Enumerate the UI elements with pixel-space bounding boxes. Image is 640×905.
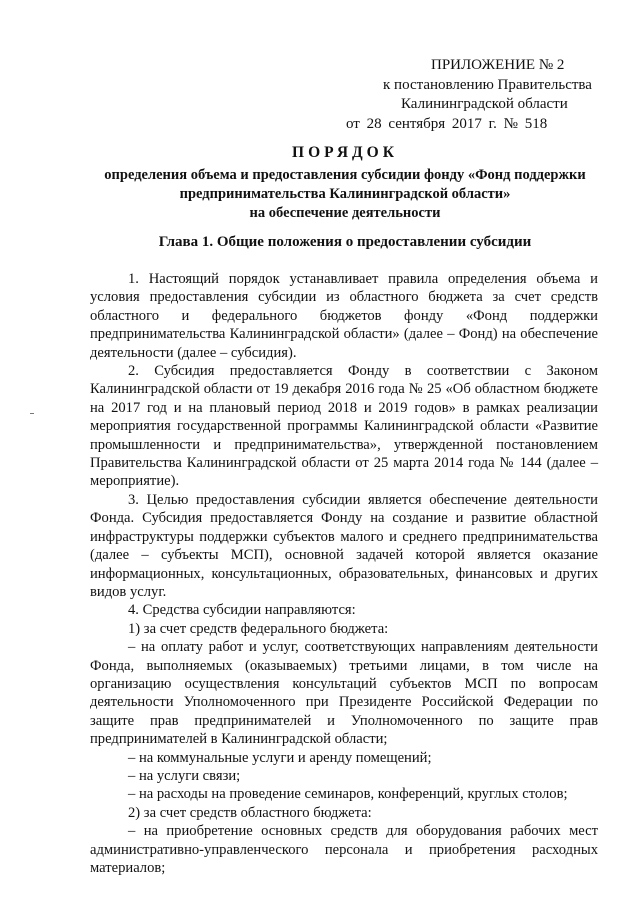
document-body: [90, 270, 598, 877]
paragraph: 1. Настоящий порядок устанавливает правила определения объема и условия предоставления субсидии из областного бюджета за счет средств областного и федерального бюджетов фонду «Фонд поддержки предпринимательства Калининградской области» (далее – Фонд) на обеспечение деятельности (далее – субсидия).: [90, 271, 598, 361]
appendix-date-number: от 28 сентября 2017 г. № 518: [346, 115, 548, 132]
paragraph: 2. Субсидия предоставляется Фонду в соответствии с Законом Калининградской области от 19 декабря 2016 года № 25 «Об областном бюджете на 2017 год и на плановый период 2018 и 2019 годов» в рамках реализации мероприятия государственной программы Калининградской области «Развитие промышленности и предпринимательства», утвержденной постановлением Правительства Калининградской области от 25 марта 2014 года № 144 (далее – мероприятие).: [90, 363, 598, 490]
paragraph: 1) за счет средств федерального бюджета:: [128, 620, 389, 637]
scan-margin-mark: [30, 413, 34, 414]
paragraph: 2) за счет средств областного бюджета:: [128, 804, 372, 821]
paragraph: 3. Целью предоставления субсидии является обеспечение деятельности Фонда. Субсидия предоставляется Фонду на создание и развитие областной инфраструктуры поддержки субъектов малого и среднего предпринимательства (далее – субъекты МСП), основной задачей которой является оказание информационных, консультационных, образовательных, финансовых и других видов услуг.: [90, 491, 598, 600]
document-subtitle: [90, 166, 600, 223]
document-title: ПОРЯДОК: [292, 144, 398, 161]
paragraph: – на услуги связи;: [128, 767, 241, 784]
appendix-block: [340, 56, 600, 134]
subtitle-line: на обеспечение деятельности: [249, 205, 441, 221]
appendix-title: ПРИЛОЖЕНИЕ № 2: [431, 57, 565, 73]
paragraph: – на расходы на проведение семинаров, конференций, круглых столов;: [128, 786, 568, 803]
appendix-region: Калининградской области: [401, 96, 568, 112]
paragraph: 4. Средства субсидии направляются:: [128, 602, 356, 619]
paragraph: – на приобретение основных средств для оборудования рабочих мест административно-управленческого персонала и приобретения расходных материалов;: [90, 823, 598, 876]
paragraph: – на коммунальные услуги и аренду помещений;: [128, 749, 432, 766]
subtitle-line: предпринимательства Калининградской области»: [179, 186, 511, 202]
subtitle-line: определения объема и предоставления субсидии фонду «Фонд поддержки: [104, 167, 586, 183]
appendix-reference: к постановлению Правительства: [383, 76, 592, 93]
chapter-heading: Глава 1. Общие положения о предоставлении субсидии: [158, 234, 532, 250]
paragraph: – на оплату работ и услуг, соответствующих направлениям деятельности Фонда, выполняемых (оказываемых) третьими лицами, в том числе на организацию осуществления консультаций субъектов МСП по вопросам деятельности Уполномоченного при Президенте Российской Федерации по защите прав предпринимателей и Уполномоченного по защите прав предпринимателей в Калининградской области;: [90, 639, 598, 748]
